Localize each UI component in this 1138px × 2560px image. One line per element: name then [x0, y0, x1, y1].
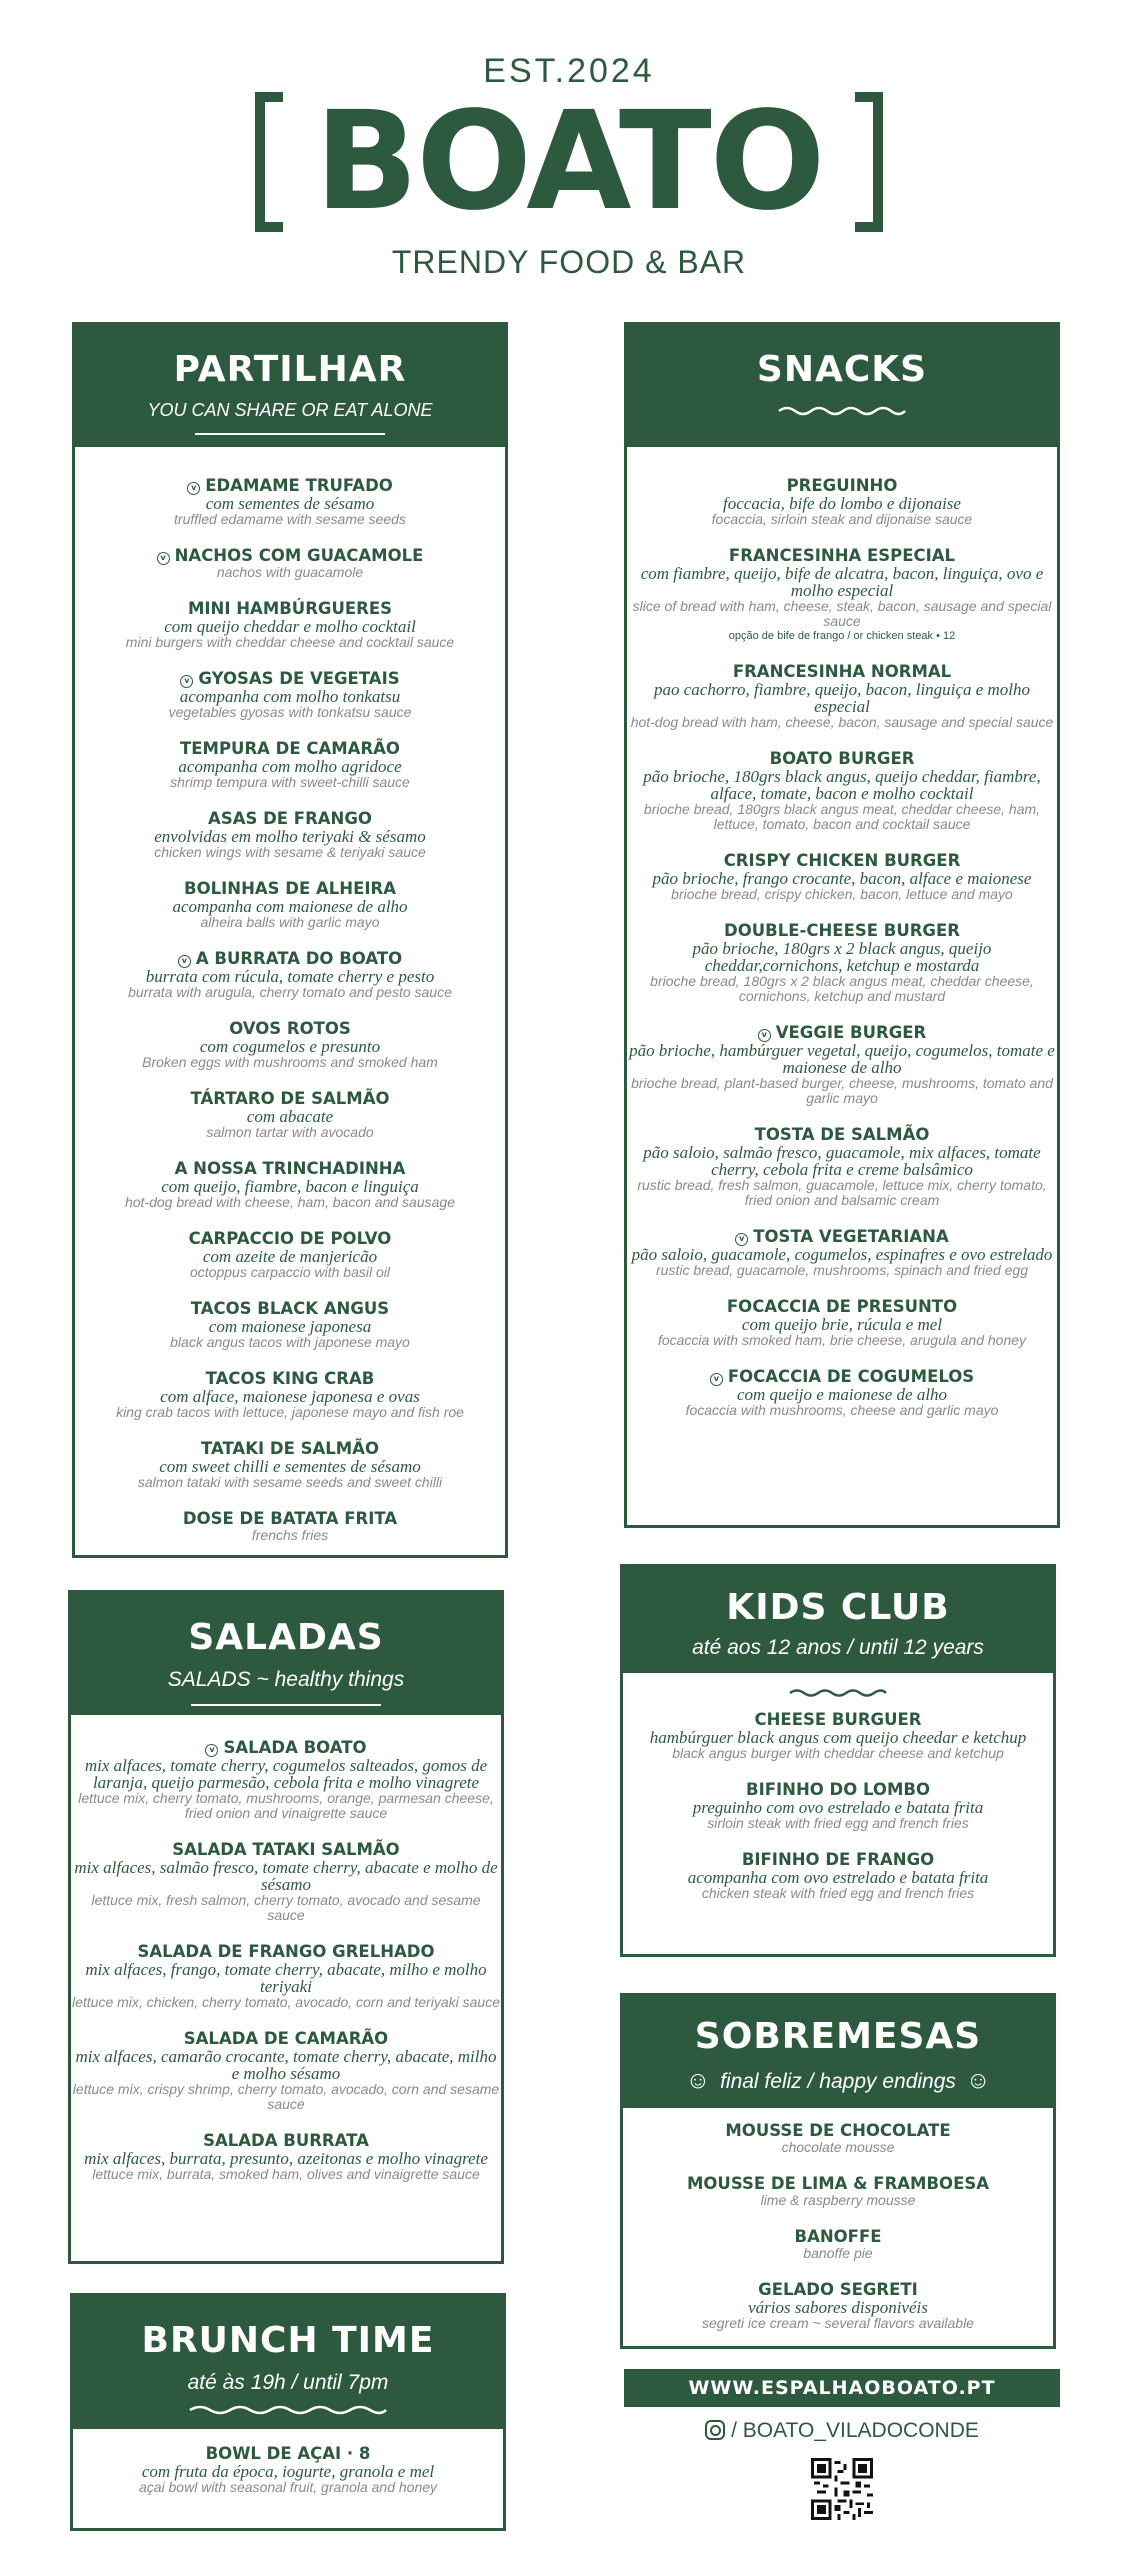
menu-item: [627, 1228, 1057, 1278]
item-description-pt: pão brioche, hambúrguer vegetal, queijo, cogumelos, tomate e maionese de alho: [629, 1041, 1055, 1077]
section-title: PARTILHAR: [173, 349, 407, 390]
item-description-pt: com abacate: [246, 1107, 334, 1126]
menu-item: [75, 1370, 505, 1420]
item-name: [75, 950, 505, 968]
menu-item: [75, 477, 505, 527]
menu-header: [0, 0, 1138, 300]
wave-divider: [188, 2403, 388, 2417]
menu-item: [75, 810, 505, 860]
item-description-en: mini burgers with cheddar cheese and cocktail sauce: [125, 634, 455, 650]
menu-item: [75, 1230, 505, 1280]
item-description-pt: mix alfaces, salmão fresco, tomate cherry, abacate e molho de sésamo: [74, 1858, 498, 1894]
item-description-pt: burrata com rúcula, tomate cherry e pesto: [145, 967, 435, 986]
item-description-en: salmon tartar with avocado: [206, 1124, 374, 1140]
item-description-en: black angus burger with cheddar cheese and ketchup: [672, 1745, 1004, 1761]
section-title: SNACKS: [756, 349, 928, 390]
item-name-text: BOWL DE AÇAI · 8: [205, 2444, 371, 2463]
item-description-en: rustic bread, fresh salmon, guacamole, lettuce mix, cherry tomato, fried onion and balsamic cream: [637, 1177, 1047, 1208]
item-description-pt: com cogumelos e presunto: [199, 1037, 381, 1056]
item-name-text: ASAS DE FRANGO: [208, 809, 372, 828]
menu-item: [75, 950, 505, 1000]
menu-item: [627, 750, 1057, 832]
item-name: [623, 1711, 1053, 1729]
item-name-text: BIFINHO DE FRANGO: [741, 1850, 935, 1869]
item-description-en: brioche bread, 180grs black angus meat, cheddar cheese, ham, lettuce, tomato, bacon and cocktail sauce: [643, 801, 1041, 832]
item-name-text: GYOSAS DE VEGETAIS: [198, 669, 400, 688]
item-name: [627, 1228, 1057, 1246]
item-name: [623, 2175, 1053, 2193]
item-name-text: DOUBLE-CHEESE BURGER: [724, 921, 960, 940]
menu-item: [623, 2175, 1053, 2208]
item-description-pt: mix alfaces, burrata, presunto, azeitonas e molho vinagrete: [84, 2149, 488, 2168]
item-name-text: NACHOS COM GUACAMOLE: [174, 546, 424, 565]
item-name: [75, 1440, 505, 1458]
menu-item: [75, 1300, 505, 1350]
vegetarian-icon: v: [758, 1029, 771, 1042]
vegetarian-icon: v: [735, 1233, 748, 1246]
item-description-pt: com queijo, fiambre, bacon e linguiça: [161, 1177, 419, 1196]
item-description-en: chicken wings with sesame & teriyaki sauce: [154, 844, 426, 860]
section-header: [623, 1567, 1053, 1673]
item-description-en: salmon tataki with sesame seeds and sweet chilli: [137, 1474, 443, 1490]
item-description-pt: com fruta da época, iogurte, granola e mel: [141, 2462, 435, 2481]
item-description-pt: pão saloio, guacamole, cogumelos, espinafres e ovo estrelado: [631, 1245, 1053, 1264]
item-description-pt: mix alfaces, camarão crocante, tomate cherry, abacate, milho e molho sésamo: [75, 2047, 497, 2083]
section-subtitle: até aos 12 anos / until 12 years: [692, 1636, 984, 1659]
item-description-en: vegetables gyosas with tonkatsu sauce: [168, 704, 412, 720]
item-name: [627, 547, 1057, 565]
item-name-text: OVOS ROTOS: [229, 1019, 351, 1038]
item-description-en: brioche bread, crispy chicken, bacon, lettuce and mayo: [671, 886, 1013, 902]
menu-item: [75, 1440, 505, 1490]
menu-item: [627, 663, 1057, 730]
website-link[interactable]: WWW.ESPALHAOBOATO.PT: [624, 2369, 1060, 2407]
wave-divider-wrap: [623, 1673, 1053, 1699]
item-description-pt: com fiambre, queijo, bife de alcatra, bacon, linguiça, ovo e molho especial: [640, 564, 1044, 600]
section-subtitle-row: [623, 2067, 1053, 2095]
item-name: [75, 547, 505, 565]
item-description-en: hot-dog bread with cheese, ham, bacon and sausage: [124, 1194, 455, 1210]
item-name-text: CHEESE BURGUER: [754, 1710, 922, 1729]
item-description-pt: envolvidas em molho teriyaki & sésamo: [154, 827, 426, 846]
item-name-text: SALADA BURRATA: [203, 2131, 369, 2150]
menu-item: [71, 1739, 501, 1821]
menu-item: [75, 547, 505, 580]
item-name-text: SALADA DE CAMARÃO: [183, 2029, 389, 2048]
section-header: [623, 1996, 1053, 2108]
menu-item: [627, 1298, 1057, 1348]
item-name-text: FOCACCIA DE PRESUNTO: [726, 1297, 958, 1316]
partilhar-section: [72, 322, 508, 1558]
item-name-text: VEGGIE BURGER: [775, 1023, 927, 1042]
menu-item: [623, 2281, 1053, 2331]
item-description-en: nachos with guacamole: [216, 564, 364, 580]
section-title: SOBREMESAS: [694, 2016, 982, 2057]
item-description-en: black angus tacos with japonese mayo: [170, 1334, 410, 1350]
item-description-en: brioche bread, 180grs x 2 black angus meat, cheddar cheese, cornichons, ketchup and mustard: [650, 973, 1034, 1004]
item-name: [627, 750, 1057, 768]
item-description-pt: com queijo cheddar e molho cocktail: [164, 617, 416, 636]
item-name: [627, 1368, 1057, 1386]
item-description-en: lime & raspberry mousse: [760, 2192, 916, 2208]
item-name-text: MOUSSE DE LIMA & FRAMBOESA: [686, 2174, 989, 2193]
item-name: [71, 2132, 501, 2150]
item-name: [627, 477, 1057, 495]
smiley-icon: ☺: [685, 2067, 711, 2094]
menu-item: [75, 1090, 505, 1140]
menu-item: [75, 600, 505, 650]
item-description-pt: vários sabores disponivéis: [748, 2298, 928, 2317]
item-description-en: slice of bread with ham, cheese, steak, bacon, sausage and special sauce: [632, 598, 1052, 629]
item-name-text: MINI HAMBÚRGUERES: [187, 599, 392, 618]
item-description-en: king crab tacos with lettuce, japonese mayo and fish roe: [116, 1404, 464, 1420]
item-name-text: BIFINHO DO LOMBO: [746, 1780, 930, 1799]
item-list: [75, 447, 505, 1543]
section-header: [73, 2296, 503, 2429]
menu-item: [75, 1160, 505, 1210]
section-subtitle: até às 19h / until 7pm: [187, 2371, 389, 2394]
instagram-handle[interactable]: [624, 2416, 1060, 2446]
item-name: [75, 1370, 505, 1388]
item-description-pt: com queijo brie, rúcula e mel: [741, 1315, 943, 1334]
item-name: [627, 1298, 1057, 1316]
item-name: [623, 2228, 1053, 2246]
section-header: [71, 1593, 501, 1715]
item-description-pt: foccacia, bife do lombo e dijonaise: [723, 494, 961, 513]
menu-item: [75, 1510, 505, 1543]
item-name-text: FOCACCIA DE COGUMELOS: [727, 1367, 975, 1386]
item-name: [627, 663, 1057, 681]
item-name-text: TÁRTARO DE SALMÃO: [190, 1089, 390, 1108]
menu-item: [623, 1851, 1053, 1901]
item-description-en: lettuce mix, burrata, smoked ham, olives and vinaigrette sauce: [92, 2166, 480, 2182]
vegetarian-icon: v: [178, 955, 191, 968]
item-description-pt: pao cachorro, fiambre, queijo, bacon, linguiça e molho especial: [654, 680, 1030, 716]
menu-item: [623, 1781, 1053, 1831]
vegetarian-icon: v: [205, 1744, 218, 1757]
item-name-text: PREGUINHO: [786, 476, 898, 495]
item-name: [75, 1020, 505, 1038]
item-description-pt: com sementes de sésamo: [205, 494, 375, 513]
item-description-en: focaccia with mushrooms, cheese and garlic mayo: [685, 1402, 999, 1418]
item-name-text: A NOSSA TRINCHADINHA: [174, 1159, 406, 1178]
item-description-en: burrata with arugula, cherry tomato and pesto sauce: [128, 984, 452, 1000]
item-description-pt: acompanha com ovo estrelado e batata frita: [687, 1868, 989, 1887]
item-name-text: EDAMAME TRUFADO: [205, 476, 393, 495]
item-name: [623, 1781, 1053, 1799]
item-name: [623, 2122, 1053, 2140]
item-name-text: GELADO SEGRETI: [758, 2280, 918, 2299]
item-description-en: chicken steak with fried egg and french fries: [701, 1885, 975, 1901]
section-header: [627, 325, 1057, 447]
item-description-en: hot-dog bread with ham, cheese, bacon, sausage and special sauce: [630, 714, 1054, 730]
sobremesas-section: [620, 1993, 1056, 2349]
item-description-pt: com alface, maionese japonesa e ovas: [160, 1387, 420, 1406]
item-description-en: Broken eggs with mushrooms and smoked ham: [142, 1054, 438, 1070]
item-name: [75, 1510, 505, 1528]
item-name: [71, 1739, 501, 1757]
item-name: [627, 1126, 1057, 1144]
section-subtitle: SALADS ~ healthy things: [167, 1668, 405, 1691]
item-description-pt: mix alfaces, frango, tomate cherry, abacate, milho e molho teriyaki: [85, 1960, 487, 1996]
item-description-pt: pão brioche, 180grs black angus, queijo cheddar, fiambre, alface, tomate, bacon e molho cocktail: [643, 767, 1041, 803]
item-description-pt: com sweet chilli e sementes de sésamo: [159, 1457, 421, 1476]
wave-divider: [788, 1687, 888, 1699]
snacks-section: [624, 322, 1060, 1528]
item-description-en: focaccia with smoked ham, brie cheese, arugula and honey: [657, 1332, 1027, 1348]
kids-club-section: [620, 1564, 1056, 1957]
established-year: EST.2024: [483, 52, 655, 90]
menu-item: [627, 1024, 1057, 1106]
item-name-text: MOUSSE DE CHOCOLATE: [725, 2121, 951, 2140]
section-title: BRUNCH TIME: [141, 2320, 435, 2361]
menu-item: [623, 2228, 1053, 2261]
item-name: [75, 1300, 505, 1318]
wave-divider: [777, 404, 907, 418]
section-title: KIDS CLUB: [726, 1587, 950, 1628]
item-description-en: frenchs fries: [251, 1527, 329, 1543]
menu-item: [71, 1841, 501, 1923]
menu-item: [623, 1711, 1053, 1761]
menu-item: [623, 2122, 1053, 2155]
item-list: [73, 2429, 503, 2495]
vegetarian-icon: v: [187, 482, 200, 495]
menu-item: [627, 547, 1057, 643]
item-name: [75, 810, 505, 828]
brunch-section: [70, 2293, 506, 2531]
instagram-icon: [705, 2420, 725, 2440]
item-list: [623, 1699, 1053, 1901]
item-name: [75, 600, 505, 618]
item-description-en: banoffe pie: [803, 2245, 873, 2261]
item-description-en: alheira balls with garlic mayo: [200, 914, 380, 930]
item-description-en: chocolate mousse: [781, 2139, 895, 2155]
item-description-en: lettuce mix, chicken, cherry tomato, avocado, corn and teriyaki sauce: [72, 1994, 500, 2010]
smiley-icon: ☺: [965, 2067, 991, 2094]
item-name-text: BOATO BURGER: [769, 749, 915, 768]
item-description-pt: preguinho com ovo estrelado e batata frita: [692, 1798, 984, 1817]
menu-item: [71, 1943, 501, 2010]
right-bracket: [855, 92, 883, 232]
item-name: [623, 1851, 1053, 1869]
brand-logo: [255, 83, 883, 241]
vegetarian-icon: v: [710, 1373, 723, 1386]
item-name: [627, 922, 1057, 940]
item-name-text: TOSTA VEGETARIANA: [753, 1227, 949, 1246]
menu-item: [71, 2132, 501, 2182]
menu-item: [627, 477, 1057, 527]
item-description-en: lettuce mix, cherry tomato, mushrooms, orange, parmesan cheese, fried onion and vinaigrette sauce: [78, 1790, 494, 1821]
item-description-en: truffled edamame with sesame seeds: [174, 511, 406, 527]
item-description-pt: acompanha com molho agridoce: [178, 757, 402, 776]
instagram-label: / BOATO_VILADOCONDE: [731, 2419, 979, 2442]
menu-item: [75, 880, 505, 930]
item-description-pt: com maionese japonesa: [208, 1317, 372, 1336]
brand-tagline: TRENDY FOOD & BAR: [391, 244, 747, 280]
section-header: [75, 325, 505, 447]
item-name: [71, 1841, 501, 1859]
item-description-pt: mix alfaces, tomate cherry, cogumelos salteados, gomos de laranja, queijo parmesão, cebola frita e molho vinagrete: [84, 1756, 488, 1792]
item-description-pt: pão saloio, salmão fresco, guacamole, mix alfaces, tomate cherry, cebola frita e creme balsâmico: [643, 1143, 1041, 1179]
section-title: SALADAS: [188, 1617, 384, 1658]
vegetarian-icon: v: [157, 552, 170, 565]
item-name-text: SALADA BOATO: [223, 1738, 367, 1757]
item-name-text: TACOS BLACK ANGUS: [190, 1299, 390, 1318]
item-description-en: lettuce mix, fresh salmon, cherry tomato, avocado and sesame sauce: [91, 1892, 481, 1923]
item-name: [627, 852, 1057, 870]
item-name: [75, 670, 505, 688]
item-name: [627, 1024, 1057, 1042]
item-name: [71, 1943, 501, 1961]
menu-item: [75, 670, 505, 720]
item-description-en: sirloin steak with fried egg and french fries: [707, 1815, 969, 1831]
item-description-pt: acompanha com maionese de alho: [172, 897, 408, 916]
item-name-text: TOSTA DE SALMÃO: [754, 1125, 930, 1144]
section-subtitle: YOU CAN SHARE OR EAT ALONE: [147, 400, 433, 420]
qr-code-icon[interactable]: [811, 2458, 873, 2520]
item-description-en: shrimp tempura with sweet-chilli sauce: [170, 774, 410, 790]
item-description-pt: pão brioche, frango crocante, bacon, alface e maionese: [652, 869, 1032, 888]
saladas-section: [68, 1590, 504, 2264]
menu-item: [75, 1020, 505, 1070]
vegetarian-icon: v: [180, 675, 193, 688]
item-name: [75, 1160, 505, 1178]
item-name: [75, 477, 505, 495]
item-description-en: rustic bread, guacamole, mushrooms, spinach and fried egg: [656, 1262, 1028, 1278]
menu-item: [627, 1126, 1057, 1208]
item-name-text: TEMPURA DE CAMARÃO: [180, 739, 400, 758]
item-description-pt: hambúrguer black angus com queijo cheedar e ketchup: [649, 1728, 1027, 1747]
item-description-en: açai bowl with seasonal fruit, granola and honey: [138, 2479, 438, 2495]
item-description-en: octoppus carpaccio with basil oil: [190, 1264, 390, 1280]
menu-item: [71, 2030, 501, 2112]
menu-item: [75, 740, 505, 790]
item-description-pt: pão brioche, 180grs x 2 black angus, queijo cheddar,cornichons, ketchup e mostarda: [692, 939, 992, 975]
menu-item: [627, 922, 1057, 1004]
item-name: [75, 1230, 505, 1248]
item-list: [627, 447, 1057, 1418]
item-name-text: BOLINHAS DE ALHEIRA: [184, 879, 396, 898]
item-name-text: CRISPY CHICKEN BURGER: [723, 851, 961, 870]
item-note: opção de bife de frango / or chicken steak • 12: [728, 630, 956, 642]
item-description-pt: com azeite de manjericão: [202, 1247, 378, 1266]
item-name-text: FRANCESINHA ESPECIAL: [728, 546, 956, 565]
item-name: [75, 740, 505, 758]
item-name-text: SALADA TATAKI SALMÃO: [172, 1840, 400, 1859]
item-name-text: A BURRATA DO BOATO: [195, 949, 403, 968]
item-name: [75, 880, 505, 898]
item-description-en: segreti ice cream ~ several flavors available: [702, 2315, 974, 2331]
item-name-text: BANOFFE: [794, 2227, 882, 2246]
item-name-text: SALADA DE FRANGO GRELHADO: [137, 1942, 435, 1961]
item-name-text: CARPACCIO DE POLVO: [188, 1229, 392, 1248]
item-description-en: lettuce mix, crispy shrimp, cherry tomato, avocado, corn and sesame sauce: [72, 2081, 500, 2112]
item-name-text: TATAKI DE SALMÃO: [201, 1439, 379, 1458]
item-list: [623, 2108, 1053, 2331]
item-name: [623, 2281, 1053, 2299]
menu-item: [73, 2445, 503, 2495]
item-name-text: TACOS KING CRAB: [205, 1369, 375, 1388]
item-name: [73, 2445, 503, 2463]
item-description-en: brioche bread, plant-based burger, cheese, mushrooms, tomato and garlic mayo: [631, 1075, 1053, 1106]
header-divider: [195, 433, 385, 435]
section-subtitle: final feliz / happy endings: [720, 2070, 956, 2093]
item-description-pt: acompanha com molho tonkatsu: [179, 687, 401, 706]
item-name-text: DOSE DE BATATA FRITA: [182, 1509, 398, 1528]
brand-name: BOATO: [314, 83, 824, 241]
item-name-text: FRANCESINHA NORMAL: [732, 662, 952, 681]
item-description-pt: com queijo e maionese de alho: [736, 1385, 948, 1404]
item-name: [75, 1090, 505, 1108]
menu-item: [627, 1368, 1057, 1418]
menu-item: [627, 852, 1057, 902]
item-name: [71, 2030, 501, 2048]
item-list: [71, 1715, 501, 2182]
item-description-en: focaccia, sirloin steak and dijonaise sauce: [711, 511, 973, 527]
header-divider: [191, 1704, 381, 1706]
